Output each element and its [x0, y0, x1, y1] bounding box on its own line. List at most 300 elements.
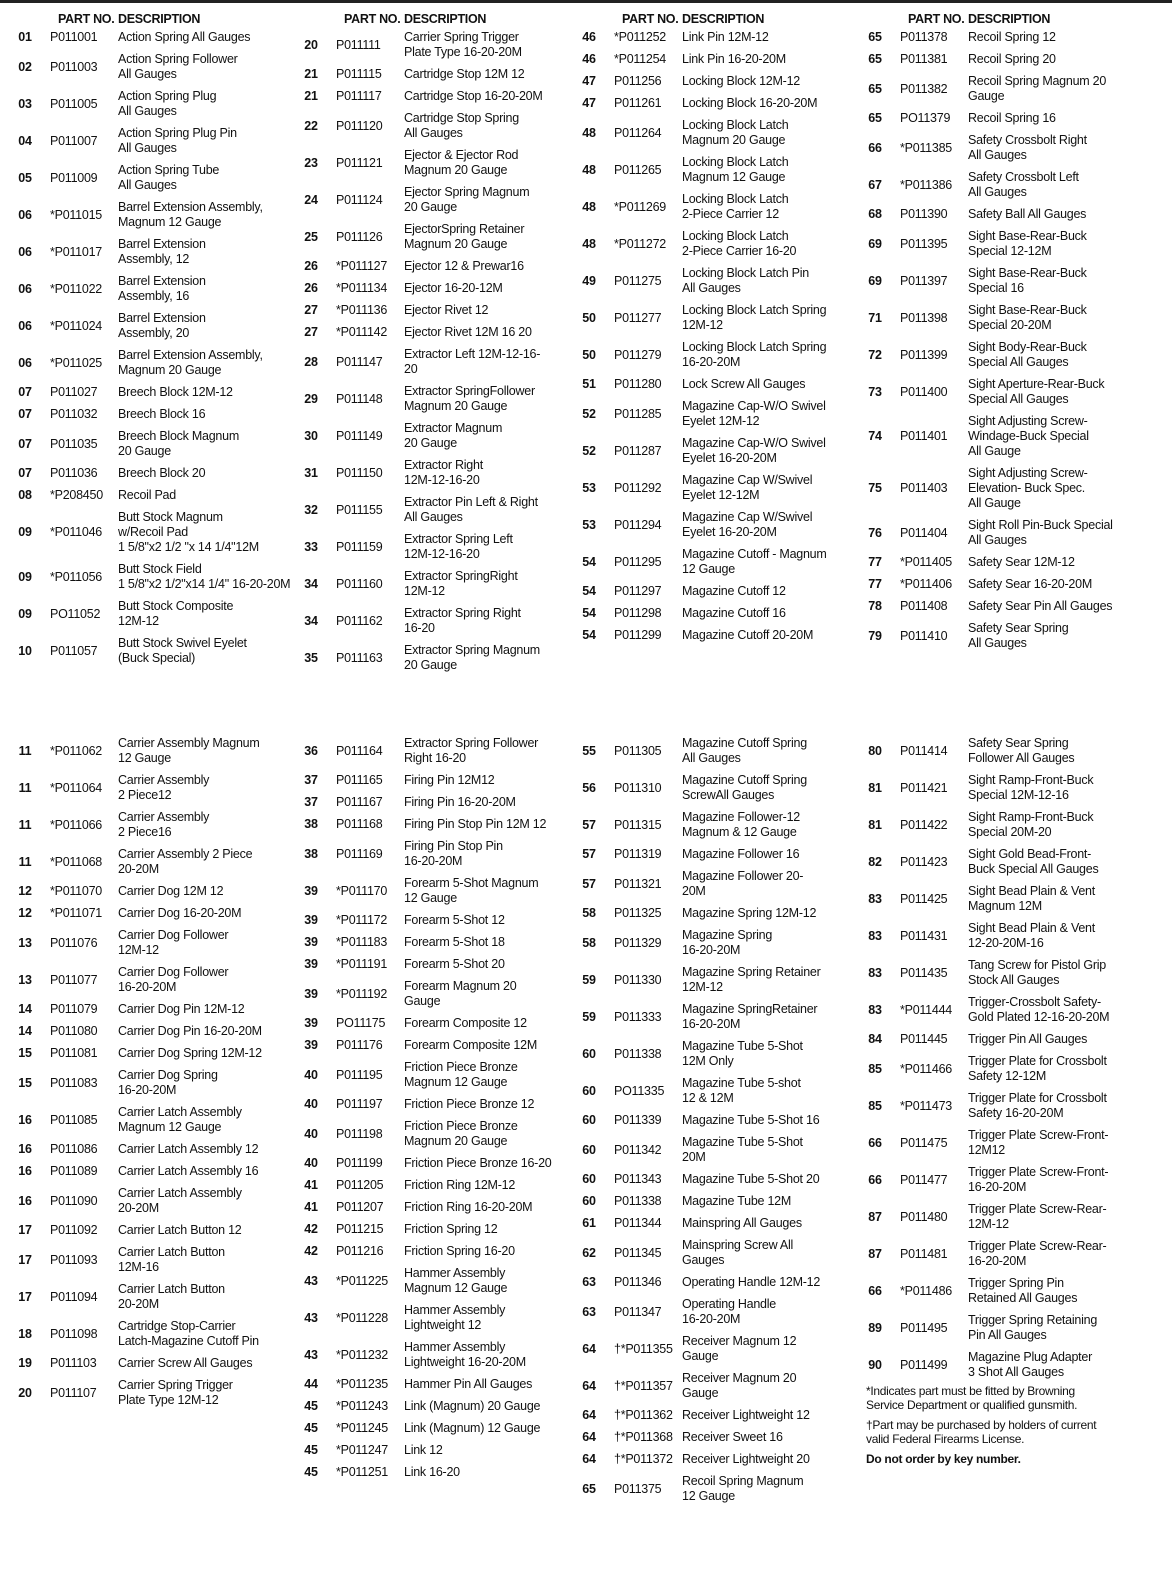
part-row: [864, 773, 1154, 810]
part-row: [300, 935, 590, 957]
part-number: P011347: [614, 1305, 662, 1319]
key-number: 39: [304, 987, 318, 1001]
part-row: [864, 921, 1154, 958]
part-number: P011155: [336, 503, 383, 517]
part-description: Carrier Dog 16-20-20M: [118, 906, 242, 920]
part-number: P011408: [900, 599, 948, 613]
key-number: 19: [18, 1356, 32, 1370]
part-row: [14, 965, 304, 1002]
key-number: 65: [582, 1482, 596, 1496]
part-number: P011199: [336, 1156, 383, 1170]
part-row: [578, 96, 868, 118]
part-description: Cartridge Stop 16-20-20M: [404, 89, 543, 103]
part-row: [300, 1266, 590, 1303]
part-number: *P011134: [336, 281, 388, 295]
key-number: 64: [582, 1452, 596, 1466]
part-row: [578, 377, 868, 399]
part-row: [14, 1223, 304, 1245]
part-row: [578, 1076, 868, 1113]
part-row: [300, 1119, 590, 1156]
part-number: P011164: [336, 744, 383, 758]
part-description: Carrier Spring Trigger Plate Type 12M-12: [118, 1378, 233, 1407]
part-row: [14, 1356, 304, 1378]
part-description: Trigger Plate for Crossbolt Safety 12-12M: [968, 1054, 1107, 1083]
key-number: 90: [868, 1358, 882, 1372]
part-description: Magazine Cutoff 16: [682, 606, 786, 620]
part-number: *P011269: [614, 200, 666, 214]
part-number: *P011191: [336, 957, 388, 971]
part-row: [14, 1282, 304, 1319]
description-header: DESCRIPTION: [118, 12, 201, 26]
part-description: Friction Spring 16-20: [404, 1244, 515, 1258]
part-number: P011215: [336, 1222, 384, 1236]
part-row: [300, 795, 590, 817]
part-row: [864, 466, 1154, 518]
part-description: Lock Screw All Gauges: [682, 377, 806, 391]
part-description: Link Pin 16-20-20M: [682, 52, 786, 66]
key-number: 22: [304, 119, 318, 133]
part-description: Sight Adjusting Screw- Windage-Buck Special All Gauge: [968, 414, 1089, 458]
part-row: [300, 347, 590, 384]
key-number: 50: [582, 348, 596, 362]
key-number: 87: [868, 1247, 882, 1261]
part-number: P011480: [900, 1210, 948, 1224]
part-number: P011315: [614, 818, 662, 832]
parts-column: [578, 10, 868, 650]
key-number: 06: [18, 245, 32, 259]
key-number: 33: [304, 540, 318, 554]
part-description: Carrier Latch Button 12M-16: [118, 1245, 225, 1274]
part-row: [14, 1164, 304, 1186]
part-row: [578, 118, 868, 155]
top-rule: [0, 0, 1172, 3]
part-number: P011094: [50, 1290, 98, 1304]
part-description: Extractor Right 12M-12-16-20: [404, 458, 483, 487]
part-row: [578, 1216, 868, 1238]
part-description: Friction Piece Bronze Magnum 12 Gauge: [404, 1060, 518, 1089]
part-number: *P011406: [900, 577, 952, 591]
part-number: *P011444: [900, 1003, 952, 1017]
part-number: P011148: [336, 392, 383, 406]
part-description: Receiver Magnum 12 Gauge: [682, 1334, 797, 1363]
part-description: Receiver Lightweight 12: [682, 1408, 810, 1422]
key-number: 20: [304, 38, 318, 52]
part-row: [578, 584, 868, 606]
part-row: [578, 1238, 868, 1275]
key-number: 36: [304, 744, 318, 758]
part-description: Forearm Composite 12: [404, 1016, 527, 1030]
part-row: [14, 773, 304, 810]
part-row: [14, 562, 304, 599]
part-row: [14, 126, 304, 163]
part-number: P011265: [614, 163, 662, 177]
key-number: 44: [304, 1377, 318, 1391]
key-number: 59: [582, 1010, 596, 1024]
part-description: Recoil Pad: [118, 488, 176, 502]
part-row: [300, 325, 590, 347]
part-row: [14, 599, 304, 636]
part-description: Sight Base-Rear-Buck Special 20-20M: [968, 303, 1087, 332]
part-description: Sight Base-Rear-Buck Special 12-12M: [968, 229, 1087, 258]
key-number: 08: [18, 488, 32, 502]
key-number: 16: [18, 1194, 32, 1208]
part-row: [300, 67, 590, 89]
part-row: [578, 340, 868, 377]
part-row: [300, 773, 590, 795]
part-number: P011111: [336, 38, 381, 52]
key-number: 66: [868, 1173, 882, 1187]
part-row: [578, 1334, 868, 1371]
key-number: 18: [18, 1327, 32, 1341]
part-row: [300, 1399, 590, 1421]
key-number: 57: [582, 818, 596, 832]
key-number: 83: [868, 929, 882, 943]
part-description: Hammer Assembly Lightweight 16-20-20M: [404, 1340, 526, 1369]
part-number: P011421: [900, 781, 948, 795]
part-number: P011343: [614, 1172, 662, 1186]
part-description: Cartridge Stop Spring All Gauges: [404, 111, 519, 140]
part-number: P011207: [336, 1200, 384, 1214]
key-number: 11: [18, 781, 32, 795]
key-number: 66: [868, 1136, 882, 1150]
part-description: Link (Magnum) 20 Gauge: [404, 1399, 541, 1413]
part-number: P011390: [900, 207, 948, 221]
part-number: P011277: [614, 311, 662, 325]
part-number: *P011022: [50, 282, 102, 296]
part-description: Friction Ring 12M-12: [404, 1178, 516, 1192]
part-row: [300, 876, 590, 913]
part-row: [14, 884, 304, 906]
key-number: 13: [18, 973, 32, 987]
part-no-header: PART NO.: [58, 12, 115, 26]
part-row: [300, 281, 590, 303]
part-row: [864, 1276, 1154, 1313]
part-number: P011294: [614, 518, 662, 532]
part-number: *P011228: [336, 1311, 388, 1325]
part-number: †*P011368: [614, 1430, 673, 1444]
part-description: Magazine Tube 5-Shot 20M: [682, 1135, 803, 1164]
part-description: Barrel Extension Assembly, 16: [118, 274, 206, 303]
part-number: P011319: [614, 847, 662, 861]
key-number: 06: [18, 282, 32, 296]
part-description: Extractor SpringRight 12M-12: [404, 569, 518, 598]
part-number: P011275: [614, 274, 662, 288]
key-number: 39: [304, 957, 318, 971]
part-row: [300, 185, 590, 222]
key-number: 48: [582, 200, 596, 214]
part-row: [300, 1038, 590, 1060]
key-number: 28: [304, 355, 318, 369]
part-number: P011107: [50, 1386, 97, 1400]
key-number: 07: [18, 385, 32, 399]
part-description: Firing Pin Stop Pin 12M 12: [404, 817, 547, 831]
part-row: [864, 518, 1154, 555]
part-row: [578, 510, 868, 547]
key-number: 63: [582, 1305, 596, 1319]
part-description: Trigger-Crossbolt Safety- Gold Plated 12-16-20-20M: [968, 995, 1110, 1024]
part-no-header: PART NO.: [622, 12, 679, 26]
part-row: [14, 1068, 304, 1105]
key-number: 81: [868, 781, 882, 795]
part-row: [864, 207, 1154, 229]
part-row: [14, 810, 304, 847]
key-number: 43: [304, 1348, 318, 1362]
key-number: 46: [582, 52, 596, 66]
part-description: Breech Block 16: [118, 407, 206, 421]
part-number: *P011254: [614, 52, 666, 66]
part-number: P011035: [50, 437, 98, 451]
part-number: PO11335: [614, 1084, 665, 1098]
key-number: 06: [18, 319, 32, 333]
part-row: [300, 1222, 590, 1244]
part-number: P011080: [50, 1024, 98, 1038]
part-row: [864, 736, 1154, 773]
key-number: 15: [18, 1046, 32, 1060]
part-row: [300, 913, 590, 935]
key-number: 16: [18, 1142, 32, 1156]
key-number: 50: [582, 311, 596, 325]
part-row: [300, 111, 590, 148]
part-row: [14, 237, 304, 274]
part-number: *P011252: [614, 30, 666, 44]
key-number: 71: [868, 311, 882, 325]
part-row: [578, 192, 868, 229]
part-number: P011159: [336, 540, 383, 554]
key-number: 47: [582, 96, 596, 110]
part-row: [864, 74, 1154, 111]
part-row: [578, 1297, 868, 1334]
part-description: Friction Piece Bronze Magnum 20 Gauge: [404, 1119, 518, 1148]
part-row: [578, 1113, 868, 1135]
part-number: P011431: [900, 929, 948, 943]
part-row: [14, 385, 304, 407]
part-number: †*P011355: [614, 1342, 673, 1356]
key-number: 40: [304, 1127, 318, 1141]
part-number: P011401: [900, 429, 948, 443]
part-number: P011124: [336, 193, 383, 207]
part-number: *P011245: [336, 1421, 388, 1435]
key-number: 39: [304, 1038, 318, 1052]
part-number: P011297: [614, 584, 662, 598]
part-description: Carrier Latch Assembly 16: [118, 1164, 259, 1178]
part-description: Link 12: [404, 1443, 443, 1457]
key-number: 45: [304, 1421, 318, 1435]
part-row: [14, 429, 304, 466]
part-description: Safety Crossbolt Right All Gauges: [968, 133, 1087, 162]
key-number: 59: [582, 973, 596, 987]
part-row: [864, 995, 1154, 1032]
part-description: Carrier Latch Assembly Magnum 12 Gauge: [118, 1105, 242, 1134]
part-number: *P011127: [336, 259, 388, 273]
key-number: 81: [868, 818, 882, 832]
part-number: *P011142: [336, 325, 388, 339]
part-description: Breech Block Magnum 20 Gauge: [118, 429, 240, 458]
part-number: P011176: [336, 1038, 383, 1052]
part-row: [578, 1039, 868, 1076]
part-number: P011264: [614, 126, 662, 140]
part-row: [300, 736, 590, 773]
key-number: 60: [582, 1194, 596, 1208]
part-description: Receiver Lightweight 20: [682, 1452, 810, 1466]
part-row: [864, 621, 1154, 658]
part-row: [864, 52, 1154, 74]
part-row: [14, 736, 304, 773]
parts-column: [300, 736, 590, 1487]
part-number: P011103: [50, 1356, 97, 1370]
key-number: 06: [18, 356, 32, 370]
part-number: P011195: [336, 1068, 383, 1082]
part-description: Trigger Pin All Gauges: [968, 1032, 1088, 1046]
part-description: Carrier Assembly 2 Piece16: [118, 810, 210, 839]
part-description: Butt Stock Magnum w/Recoil Pad 1 5/8"x2 1/2 "x 14 1/4"12M: [118, 510, 259, 554]
key-number: 52: [582, 407, 596, 421]
part-number: P011092: [50, 1223, 98, 1237]
part-number: *P011070: [50, 884, 102, 898]
part-row: [14, 1245, 304, 1282]
part-row: [864, 340, 1154, 377]
key-number: 53: [582, 481, 596, 495]
part-number: *P011251: [336, 1465, 388, 1479]
key-number: 51: [582, 377, 596, 391]
key-number: 09: [18, 570, 32, 584]
key-number: 45: [304, 1399, 318, 1413]
part-row: [578, 810, 868, 847]
key-number: 42: [304, 1244, 318, 1258]
part-description: Magazine Spring 12M-12: [682, 906, 817, 920]
key-number: 32: [304, 503, 318, 517]
part-number: P011338: [614, 1047, 662, 1061]
part-description: Carrier Dog Follower 12M-12: [118, 928, 229, 957]
part-row: [300, 1421, 590, 1443]
part-description: Sight Aperture-Rear-Buck Special All Gauges: [968, 377, 1105, 406]
part-number: P011149: [336, 429, 383, 443]
key-number: 85: [868, 1099, 882, 1113]
part-number: P011089: [50, 1164, 98, 1178]
part-description: Trigger Spring Retaining Pin All Gauges: [968, 1313, 1098, 1342]
part-row: [14, 510, 304, 562]
part-row: [300, 1244, 590, 1266]
part-row: [14, 1319, 304, 1356]
part-description: Butt Stock Swivel Eyelet (Buck Special): [118, 636, 247, 665]
part-number: P011422: [900, 818, 948, 832]
part-description: Carrier Dog Pin 16-20-20M: [118, 1024, 262, 1038]
part-row: [578, 847, 868, 869]
part-description: Locking Block 12M-12: [682, 74, 800, 88]
key-number: 64: [582, 1430, 596, 1444]
part-description: Action Spring All Gauges: [118, 30, 251, 44]
part-description: Safety Ball All Gauges: [968, 207, 1087, 221]
key-number: 60: [582, 1143, 596, 1157]
part-row: [578, 1135, 868, 1172]
part-description: Recoil Spring 12: [968, 30, 1056, 44]
part-description: Hammer Assembly Lightweight 12: [404, 1303, 506, 1332]
part-number: P011310: [614, 781, 662, 795]
part-description: Hammer Pin All Gauges: [404, 1377, 533, 1391]
part-row: [14, 89, 304, 126]
part-description: Magazine Plug Adapter 3 Shot All Gauges: [968, 1350, 1093, 1379]
part-description: Sight Base-Rear-Buck Special 16: [968, 266, 1087, 295]
part-description: Trigger Plate Screw-Front- 16-20-20M: [968, 1165, 1109, 1194]
part-number: P011346: [614, 1275, 662, 1289]
part-number: P011475: [900, 1136, 948, 1150]
key-number: 43: [304, 1274, 318, 1288]
part-description: Magazine Cutoff - Magnum 12 Gauge: [682, 547, 827, 576]
key-number: 11: [18, 855, 32, 869]
part-number: P011325: [614, 906, 662, 920]
part-row: [300, 957, 590, 979]
part-number: *P011064: [50, 781, 102, 795]
part-description: Ejector Rivet 12: [404, 303, 489, 317]
part-number: P011414: [900, 744, 948, 758]
part-row: [300, 643, 590, 680]
part-description: Butt Stock Field 1 5/8"x2 1/2"x14 1/4" 16-20-20M: [118, 562, 291, 591]
part-row: [14, 1105, 304, 1142]
part-row: [300, 817, 590, 839]
part-number: PO11379: [900, 111, 951, 125]
key-number: 74: [868, 429, 882, 443]
part-row: [864, 1313, 1154, 1350]
part-row: [578, 628, 868, 650]
parts-column: [300, 10, 590, 680]
part-description: EjectorSpring Retainer Magnum 20 Gauge: [404, 222, 525, 251]
part-description: Action Spring Follower All Gauges: [118, 52, 238, 81]
key-number: 73: [868, 385, 882, 399]
part-row: [300, 1377, 590, 1399]
part-description: Locking Block Latch 2-Piece Carrier 12: [682, 192, 789, 221]
key-number: 62: [582, 1246, 596, 1260]
key-number: 66: [868, 1284, 882, 1298]
part-description: Carrier Assembly 2 Piece12: [118, 773, 210, 802]
key-number: 60: [582, 1172, 596, 1186]
part-number: P011445: [900, 1032, 948, 1046]
part-row: [578, 736, 868, 773]
key-number: 79: [868, 629, 882, 643]
part-number: P011162: [336, 614, 383, 628]
key-number: 07: [18, 437, 32, 451]
part-number: P011216: [336, 1244, 384, 1258]
part-number: PO11175: [336, 1016, 386, 1030]
key-number: 34: [304, 577, 318, 591]
part-number: P011126: [336, 230, 383, 244]
key-number: 75: [868, 481, 882, 495]
part-row: [300, 222, 590, 259]
key-number: 52: [582, 444, 596, 458]
parts-column: [14, 10, 304, 673]
part-row: [578, 1452, 868, 1474]
part-description: Extractor SpringFollower Magnum 20 Gauge: [404, 384, 535, 413]
part-row: [14, 1186, 304, 1223]
part-description: Operating Handle 12M-12: [682, 1275, 821, 1289]
part-number: P011167: [336, 795, 383, 809]
part-description: Barrel Extension Assembly, Magnum 12 Gauge: [118, 200, 263, 229]
key-number: 40: [304, 1097, 318, 1111]
part-description: Magazine Follower 20- 20M: [682, 869, 804, 898]
key-number: 01: [18, 30, 32, 44]
part-number: P011499: [900, 1358, 948, 1372]
part-description: Sight Ramp-Front-Buck Special 12M-12-16: [968, 773, 1094, 802]
key-number: 14: [18, 1002, 32, 1016]
part-description: Magazine Follower 16: [682, 847, 800, 861]
part-description: Magazine Tube 12M: [682, 1194, 792, 1208]
part-row: [300, 606, 590, 643]
part-number: P011338: [614, 1194, 662, 1208]
part-row: [578, 52, 868, 74]
part-row: [14, 847, 304, 884]
part-description: Magazine Tube 5-Shot 20: [682, 1172, 820, 1186]
part-number: P011382: [900, 82, 948, 96]
key-number: 48: [582, 237, 596, 251]
part-description: Ejector Spring Magnum 20 Gauge: [404, 185, 530, 214]
